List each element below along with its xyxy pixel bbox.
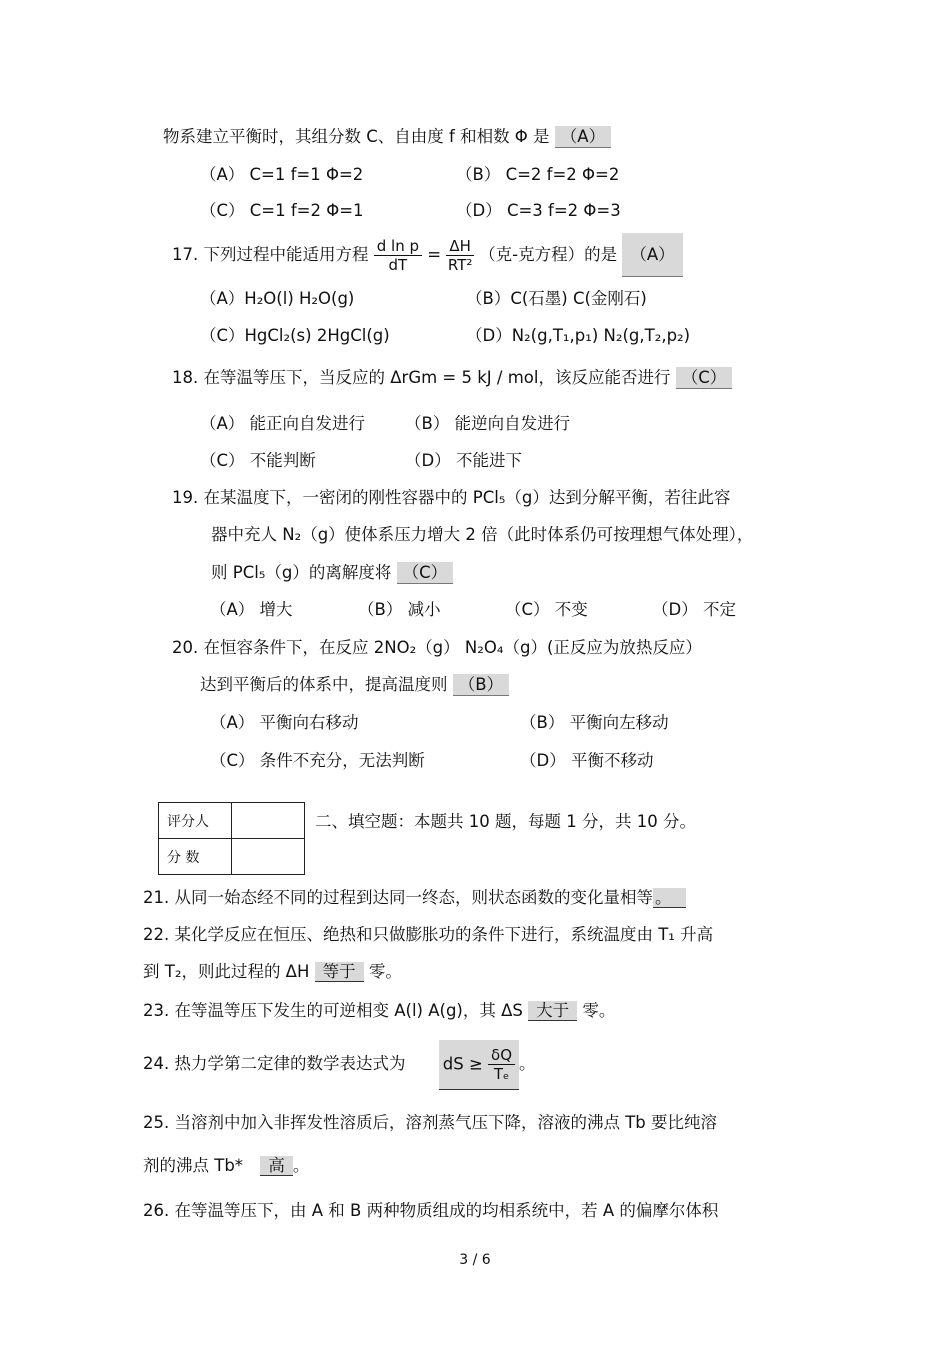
- q17-stem: [172, 232, 683, 278]
- q17-eq-right-denominator: RT²: [447, 256, 473, 274]
- q24-fill: [439, 1040, 519, 1090]
- q25-fill: 高: [260, 1156, 293, 1176]
- q17-eq-left-fraction: [374, 237, 422, 274]
- section-2-heading: 二、填空题：本题共 10 题，每题 1 分，共 10 分。: [315, 812, 696, 831]
- q24-denominator: Tₑ: [493, 1064, 510, 1083]
- q22-line-2: [143, 961, 402, 983]
- q23-pre: 23. 在等温等压下发生的可逆相变 A(l) A(g)，其 ΔS: [143, 1001, 523, 1020]
- q18-option-d: （D） 不能进下: [405, 451, 522, 470]
- q20-option-d: （D） 平衡不移动: [520, 751, 654, 770]
- score-label: 分 数: [159, 839, 232, 875]
- q25-line-2-pre: 剂的沸点 Tb*: [143, 1156, 244, 1175]
- q17-number: 17.: [172, 245, 199, 264]
- q16-option-b: （B） C=2 f=2 Φ=2: [456, 165, 620, 184]
- q18-option-c: （C） 不能判断: [200, 451, 316, 470]
- q17-eq-right-fraction: [446, 237, 474, 274]
- q18-answer: （C）: [676, 367, 733, 389]
- q20-line-1-text: 在恒容条件下，在反应 2NO₂（g） N₂O₄（g）(正反应为放热反应）: [203, 638, 702, 657]
- score-cell[interactable]: [232, 839, 305, 875]
- q16-answer: （A）: [555, 126, 611, 148]
- q26-line-1: 26. 在等温等压下，由 A 和 B 两种物质组成的均相系统中，若 A 的偏摩尔体积: [143, 1201, 719, 1220]
- q19-option-b: （B） 减小: [358, 600, 441, 619]
- q18-stem: [172, 367, 732, 389]
- q22-line-2-post: 零。: [368, 962, 402, 981]
- q16-stem-text: 物系建立平衡时，其组分数 C、自由度 f 和相数 Φ 是: [163, 127, 550, 146]
- q24-lhs: dS ≥: [442, 1054, 483, 1073]
- q20-number: 20.: [172, 638, 199, 657]
- q17-option-c: （C）HgCl₂(s) 2HgCl(g): [200, 326, 390, 345]
- q22-line-1: 22. 某化学反应在恒压、绝热和只做膨胀功的条件下进行，系统温度由 T₁ 升高: [143, 925, 714, 944]
- q17-option-b: （B）C(石墨) C(金刚石): [466, 289, 647, 308]
- q17-eq-sign: =: [427, 245, 442, 264]
- q17-stem-post: （克-克方程）的是: [479, 245, 618, 264]
- q25-line-2: [143, 1155, 309, 1177]
- q19-option-c: （C） 不变: [505, 600, 588, 619]
- q24-numerator: δQ: [488, 1046, 515, 1065]
- q19-line-1: [172, 487, 730, 509]
- q19-line-1-text: 在某温度下，一密闭的刚性容器中的 PCl₅（g）达到分解平衡，若往此容: [203, 488, 731, 507]
- q19-line-2: 器中充人 N₂（g）使体系压力增大 2 倍（此时体系仍可按理想气体处理），: [211, 525, 754, 544]
- q17-stem-pre: 下列过程中能适用方程: [203, 245, 369, 264]
- q21-fill: 。: [653, 888, 686, 908]
- page-number: 3 / 6: [459, 1252, 491, 1268]
- q18-option-b: （B） 能逆向自发进行: [405, 414, 571, 433]
- q17-option-d: （D）N₂(g,T₁,p₁) N₂(g,T₂,p₂): [466, 326, 691, 345]
- q16-option-c: （C） C=1 f=2 Φ=1: [200, 201, 364, 220]
- q25-line-1: 25. 当溶剂中加入非挥发性溶质后，溶剂蒸气压下降，溶液的沸点 Tb 要比纯溶: [143, 1113, 718, 1132]
- q22-fill: 等于: [315, 962, 364, 982]
- q20-option-c: （C） 条件不充分，无法判断: [210, 751, 425, 770]
- q17-answer: （A）: [622, 233, 682, 277]
- q16-stem: [163, 126, 611, 148]
- q18-number: 18.: [172, 368, 199, 387]
- q16-option-d: （D） C=3 f=2 Φ=3: [456, 201, 621, 220]
- q18-stem-text: 在等温等压下，当反应的 ΔrGm = 5 kJ / mol，该反应能否进行: [203, 368, 671, 387]
- q24-pre: 24. 热力学第二定律的数学表达式为: [143, 1054, 406, 1073]
- q19-line-3: [211, 562, 453, 584]
- q22-line-2-pre: 到 T₂，则此过程的 ΔH: [143, 962, 310, 981]
- q20-option-b: （B） 平衡向左移动: [520, 713, 669, 732]
- q23: [143, 1000, 615, 1022]
- q21-text: 21. 从同一始态经不同的过程到达同一终态，则状态函数的变化量相等: [143, 888, 653, 907]
- q20-answer: （B）: [453, 674, 509, 696]
- q21: [143, 887, 686, 909]
- grader-cell[interactable]: [232, 803, 305, 839]
- q17-eq-left-numerator: d ln p: [374, 237, 422, 256]
- q24-post: 。: [519, 1054, 536, 1073]
- grader-label: 评分人: [159, 803, 232, 839]
- q19-option-a: （A） 增大: [210, 600, 293, 619]
- q24: [143, 1036, 536, 1092]
- q17-eq-left-denominator: dT: [388, 256, 408, 274]
- q17-eq-right-numerator: ΔH: [446, 237, 474, 256]
- score-table: [158, 802, 305, 875]
- q23-fill: 大于: [528, 1001, 577, 1021]
- q19-answer: （C）: [397, 562, 454, 584]
- q24-fraction: [488, 1046, 515, 1083]
- q19-line-3-text: 则 PCl₅（g）的离解度将: [211, 563, 392, 582]
- q20-line-2: [200, 674, 509, 696]
- q19-option-d: （D） 不定: [652, 600, 736, 619]
- q17-option-a: （A）H₂O(l) H₂O(g): [200, 289, 355, 308]
- q23-post: 零。: [582, 1001, 616, 1020]
- q18-option-a: （A） 能正向自发进行: [200, 414, 366, 433]
- q16-option-a: （A） C=1 f=1 Φ=2: [200, 165, 364, 184]
- q20-option-a: （A） 平衡向右移动: [210, 713, 359, 732]
- q20-line-1: [172, 637, 702, 659]
- q25-line-2-post: 。: [292, 1156, 310, 1175]
- q19-number: 19.: [172, 488, 199, 507]
- q20-line-2-text: 达到平衡后的体系中，提高温度则: [200, 675, 448, 694]
